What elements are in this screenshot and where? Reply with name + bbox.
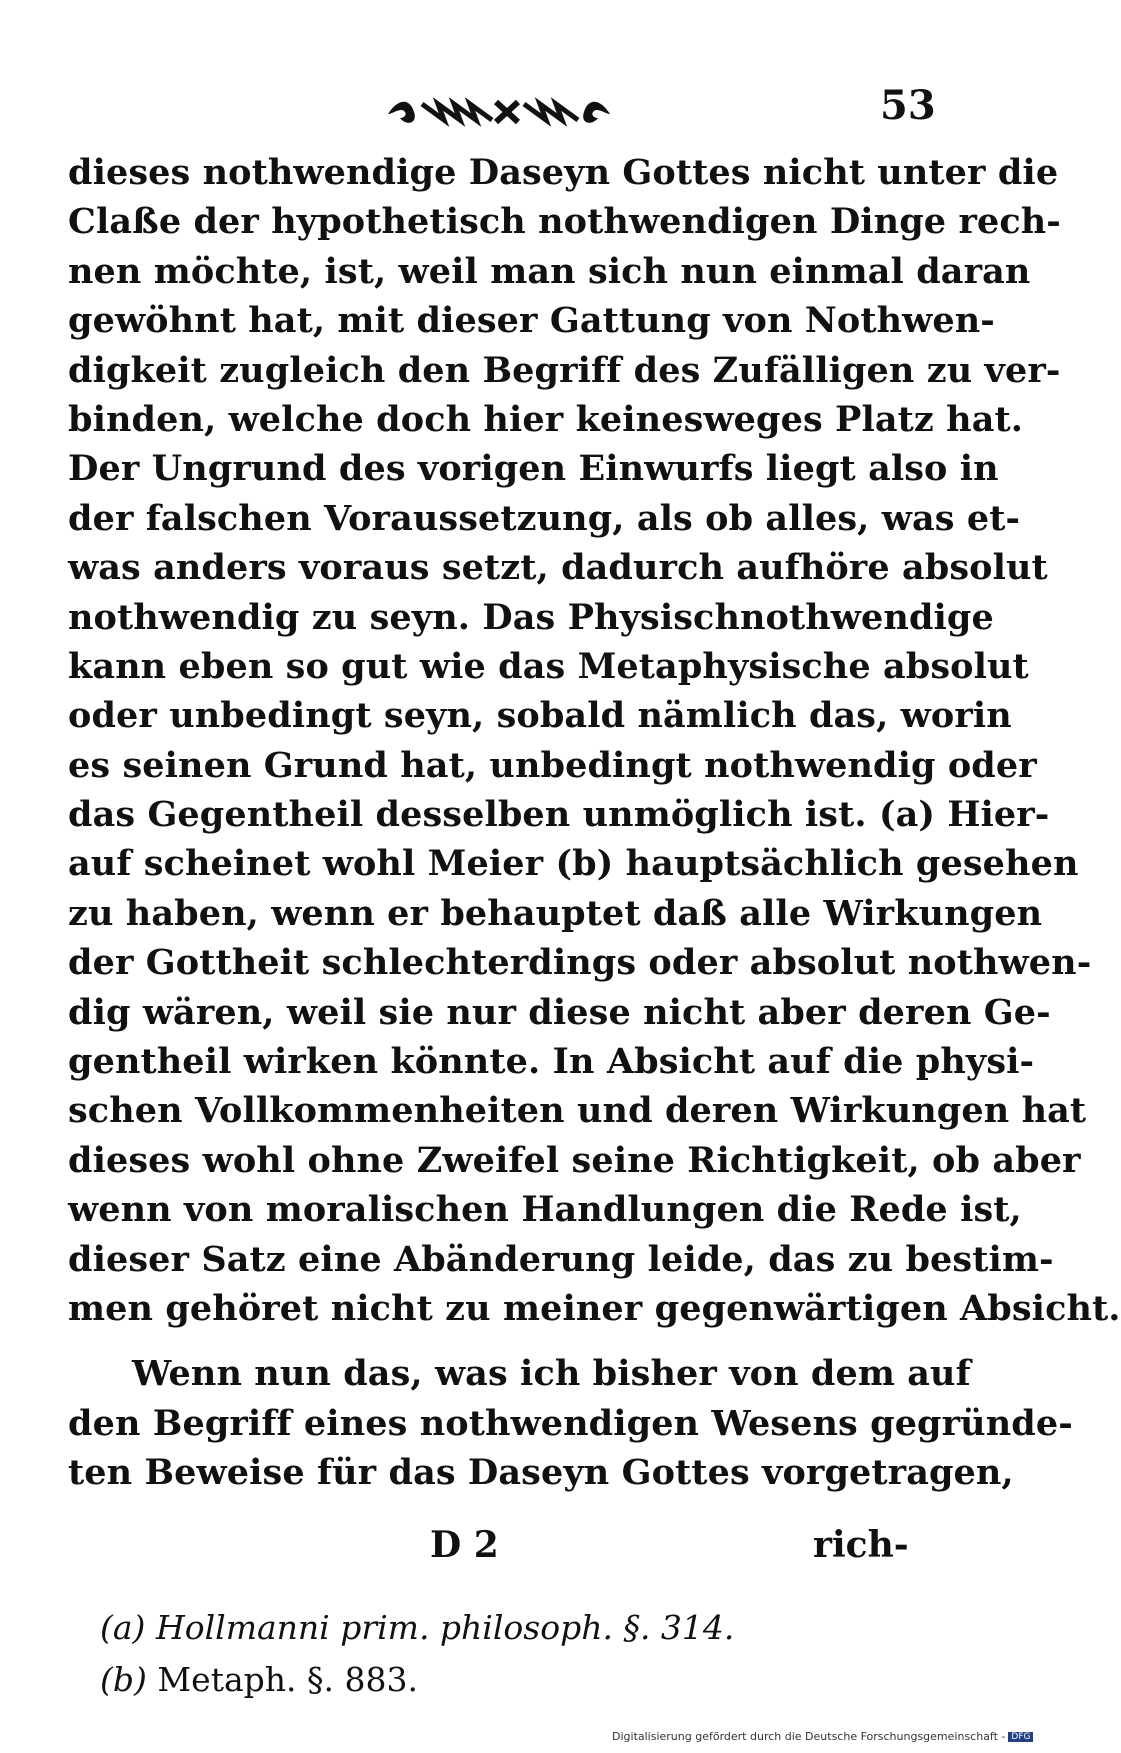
text-line: kann eben so gut wie das Metaphysische absolut — [68, 645, 1029, 687]
signature-mark: D 2 — [430, 1524, 499, 1566]
text-line: den Begriff eines nothwendigen Wesens gegründe- — [68, 1402, 1073, 1444]
text-line: dieses nothwendige Daseyn Gottes nicht unter die — [68, 152, 1059, 193]
footnote — [100, 1654, 800, 1706]
paragraph — [68, 148, 1121, 1333]
paragraph — [68, 1349, 1073, 1497]
text-line: zu haben, wenn er behauptet daß alle Wirkungen — [68, 892, 1043, 934]
ornament-icon — [384, 92, 614, 130]
text-line: oder unbedingt seyn, sobald nämlich das, worin — [68, 695, 1012, 737]
paragraph-gap — [68, 1333, 918, 1349]
footnotes — [100, 1602, 800, 1706]
digitization-note — [612, 1730, 1031, 1750]
text-line: wenn von moralischen Handlungen die Rede ist, — [68, 1189, 1022, 1231]
text-line: dieses wohl ohne Zweifel seine Richtigkeit, ob aber — [68, 1139, 1081, 1181]
footnote-mark: (a) — [100, 1608, 146, 1647]
text-line: gentheil wirken könnte. In Absicht auf die physi- — [68, 1041, 1035, 1083]
footnote-mark: (b) — [100, 1660, 147, 1699]
text-line: der Gottheit schlechterdings oder absolut nothwen- — [68, 942, 1092, 984]
text-line: nen möchte, ist, weil man sich nun einmal daran — [68, 250, 1031, 292]
page-footer — [68, 1524, 918, 1580]
text-line: digkeit zugleich den Begriff des Zufälligen zu ver- — [68, 349, 1061, 391]
text-line: Der Ungrund des vorigen Einwurfs liegt also in — [68, 448, 999, 490]
text-line: es seinen Grund hat, unbedingt nothwendig oder — [68, 744, 1037, 786]
page-number: 53 — [880, 82, 936, 129]
catchword: rich- — [813, 1524, 909, 1566]
text-line: ten Beweise für das Daseyn Gottes vorgetragen, — [68, 1452, 1014, 1494]
text-line: Wenn nun das, was ich bisher von dem auf — [132, 1353, 971, 1395]
text-line: dig wären, weil sie nur diese nicht aber deren Ge- — [68, 991, 1051, 1033]
dfg-logo-icon: DFG — [1008, 1732, 1033, 1742]
body-text — [68, 148, 1121, 1498]
footnote-text: Metaph. §. 883. — [157, 1660, 418, 1699]
text-line: schen Vollkommenheiten und deren Wirkungen hat — [68, 1090, 1087, 1132]
text-line: auf scheinet wohl Meier (b) hauptsächlich gesehen — [68, 843, 1079, 885]
text-line: men gehöret nicht zu meiner gegenwärtigen Absicht. — [68, 1287, 1121, 1329]
text-line: gewöhnt hat, mit dieser Gattung von Nothwen- — [68, 300, 995, 342]
footnote — [100, 1602, 800, 1654]
text-line: binden, welche doch hier keinesweges Platz hat. — [68, 398, 1024, 440]
footnote-text: Hollmanni prim. philosoph. §. 314. — [155, 1608, 735, 1647]
text-line: Claße der hypothetisch nothwendigen Dinge rech- — [68, 201, 1061, 243]
text-line: das Gegentheil desselben unmöglich ist. (a) Hier- — [68, 794, 1050, 836]
digitization-text: Digitalisierung gefördert durch die Deutsche Forschungsgemeinschaft - — [612, 1730, 1006, 1743]
text-line: was anders voraus setzt, dadurch aufhöre absolut — [68, 547, 1048, 589]
text-line: nothwendig zu seyn. Das Physischnothwendige — [68, 596, 994, 638]
text-line: dieser Satz eine Abänderung leide, das zu bestim- — [68, 1238, 1054, 1280]
text-line: der falschen Voraussetzung, als ob alles, was et- — [68, 497, 1021, 539]
